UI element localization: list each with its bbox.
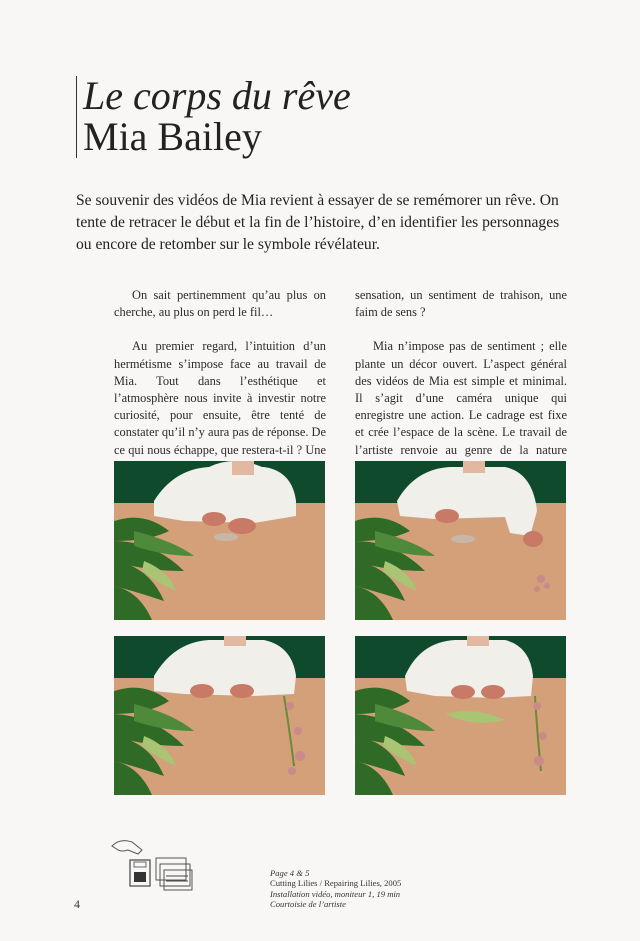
paragraph: Au premier regard, l’intuition d’un hermétisme s’impose face au travail de Mia. Tout dans l’esthétique et l’atmosphère nous invite à investir notre curiosité, pour ensuite, être tenté de constater qu’il n’y aura pas de réponse. De ce qui nous échappe, que restera-t-il ? Une: [114, 339, 326, 457]
hand-and-printer-logos-icon: [108, 836, 198, 896]
caption-page-ref: Page 4 & 5: [270, 868, 310, 878]
title-block: [76, 73, 351, 159]
paragraph: sensation, un sentiment de trahison, une faim de sens ?: [355, 288, 567, 320]
video-still-2: [355, 461, 566, 620]
artist-name: Mia Bailey: [83, 114, 262, 159]
page-number: 4: [74, 897, 80, 911]
paragraph: On sait pertinemment qu’au plus on cherche, au plus on perd le fil…: [114, 288, 326, 320]
caption-work-title: Cutting Lilies / Repairing Lilies, 2005: [270, 878, 402, 889]
video-still-4: [355, 636, 566, 795]
caption-medium: Installation vidéo, moniteur 1, 19 min: [270, 888, 401, 899]
paragraph: Mia n’impose pas de sentiment ; elle plante un décor ouvert. L’aspect général des vidéos de Mia est simple et minimal. Il s’agit d’une caméra unique qui enregistre une action. Le cadrage est fixe et crée l’espace de la scène. Le travail de l’artiste renvoie au genre de la nature: [355, 339, 567, 457]
video-still-3: [114, 636, 325, 795]
caption-credit: Courtoisie de l’artiste: [270, 899, 346, 910]
video-still-1: [114, 461, 325, 620]
image-caption: [270, 868, 401, 910]
intro-paragraph: Se souvenir des vidéos de Mia revient à essayer de se remémorer un rêve. On tente de retracer le début et la fin de l’histoire, d’en identifier les personnages ou encore de retomber sur le symbole révélateur.: [76, 192, 560, 253]
article-title: Le corps du rêve: [83, 73, 351, 118]
